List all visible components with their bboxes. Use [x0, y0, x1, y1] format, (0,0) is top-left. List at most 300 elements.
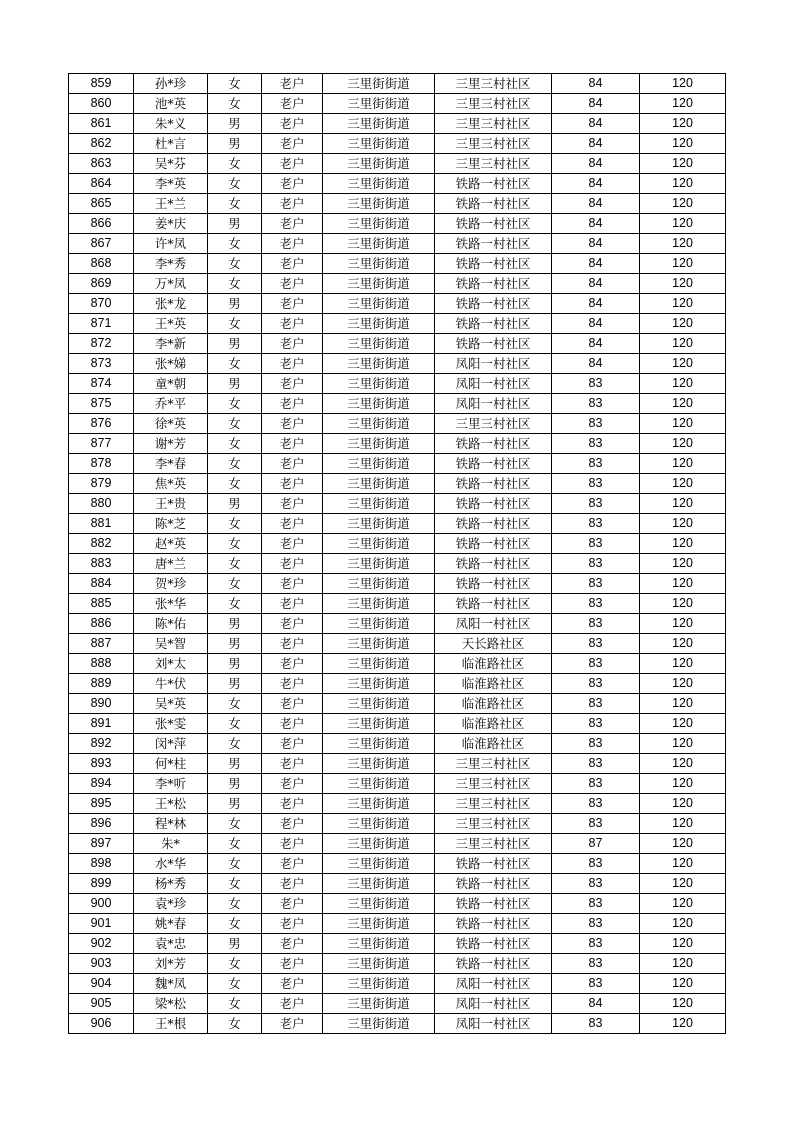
cell-name: 许*凤 — [134, 234, 208, 254]
cell-household-type: 老户 — [262, 154, 323, 174]
cell-amount: 120 — [640, 914, 726, 934]
cell-row-number: 906 — [69, 1014, 134, 1034]
table-row — [69, 674, 726, 694]
table-row — [69, 454, 726, 474]
cell-gender: 女 — [208, 714, 262, 734]
cell-row-number: 882 — [69, 534, 134, 554]
cell-subdistrict: 三里街街道 — [323, 634, 435, 654]
cell-community: 三里三村社区 — [435, 134, 552, 154]
cell-gender: 女 — [208, 274, 262, 294]
cell-score: 87 — [552, 834, 640, 854]
cell-community: 铁路一村社区 — [435, 534, 552, 554]
cell-score: 83 — [552, 754, 640, 774]
cell-community: 铁路一村社区 — [435, 954, 552, 974]
cell-gender: 女 — [208, 454, 262, 474]
cell-amount: 120 — [640, 654, 726, 674]
table-row — [69, 854, 726, 874]
cell-row-number: 901 — [69, 914, 134, 934]
table-row — [69, 634, 726, 654]
cell-household-type: 老户 — [262, 834, 323, 854]
table-row — [69, 974, 726, 994]
cell-gender: 女 — [208, 74, 262, 94]
cell-household-type: 老户 — [262, 294, 323, 314]
cell-community: 三里三村社区 — [435, 414, 552, 434]
cell-score: 83 — [552, 634, 640, 654]
table-row — [69, 874, 726, 894]
cell-subdistrict: 三里街街道 — [323, 794, 435, 814]
cell-household-type: 老户 — [262, 274, 323, 294]
cell-household-type: 老户 — [262, 174, 323, 194]
cell-community: 三里三村社区 — [435, 774, 552, 794]
cell-community: 凤阳一村社区 — [435, 614, 552, 634]
table-row — [69, 754, 726, 774]
cell-row-number: 895 — [69, 794, 134, 814]
cell-score: 83 — [552, 694, 640, 714]
cell-gender: 男 — [208, 374, 262, 394]
cell-subdistrict: 三里街街道 — [323, 94, 435, 114]
cell-row-number: 873 — [69, 354, 134, 374]
cell-household-type: 老户 — [262, 894, 323, 914]
cell-gender: 女 — [208, 394, 262, 414]
cell-score: 83 — [552, 774, 640, 794]
cell-household-type: 老户 — [262, 254, 323, 274]
cell-gender: 男 — [208, 294, 262, 314]
cell-household-type: 老户 — [262, 814, 323, 834]
cell-row-number: 897 — [69, 834, 134, 854]
cell-amount: 120 — [640, 174, 726, 194]
cell-community: 三里三村社区 — [435, 754, 552, 774]
cell-household-type: 老户 — [262, 1014, 323, 1034]
cell-community: 临淮路社区 — [435, 694, 552, 714]
cell-gender: 女 — [208, 474, 262, 494]
cell-subdistrict: 三里街街道 — [323, 894, 435, 914]
cell-community: 铁路一村社区 — [435, 314, 552, 334]
cell-amount: 120 — [640, 394, 726, 414]
cell-gender: 女 — [208, 534, 262, 554]
cell-name: 程*林 — [134, 814, 208, 834]
cell-row-number: 878 — [69, 454, 134, 474]
cell-subdistrict: 三里街街道 — [323, 574, 435, 594]
cell-row-number: 875 — [69, 394, 134, 414]
cell-row-number: 898 — [69, 854, 134, 874]
table-row — [69, 574, 726, 594]
cell-community: 临淮路社区 — [435, 734, 552, 754]
table-row — [69, 594, 726, 614]
cell-household-type: 老户 — [262, 534, 323, 554]
cell-community: 铁路一村社区 — [435, 254, 552, 274]
cell-household-type: 老户 — [262, 654, 323, 674]
table-row — [69, 474, 726, 494]
cell-name: 张*龙 — [134, 294, 208, 314]
cell-name: 谢*芳 — [134, 434, 208, 454]
cell-community: 三里三村社区 — [435, 74, 552, 94]
cell-row-number: 890 — [69, 694, 134, 714]
cell-name: 陈*芝 — [134, 514, 208, 534]
cell-amount: 120 — [640, 974, 726, 994]
cell-gender: 男 — [208, 334, 262, 354]
cell-community: 临淮路社区 — [435, 674, 552, 694]
cell-subdistrict: 三里街街道 — [323, 714, 435, 734]
cell-household-type: 老户 — [262, 674, 323, 694]
cell-community: 天长路社区 — [435, 634, 552, 654]
cell-row-number: 892 — [69, 734, 134, 754]
cell-score: 83 — [552, 894, 640, 914]
cell-row-number: 861 — [69, 114, 134, 134]
cell-score: 83 — [552, 854, 640, 874]
cell-score: 83 — [552, 654, 640, 674]
cell-subdistrict: 三里街街道 — [323, 954, 435, 974]
cell-row-number: 888 — [69, 654, 134, 674]
table-row — [69, 334, 726, 354]
cell-row-number: 862 — [69, 134, 134, 154]
cell-score: 84 — [552, 274, 640, 294]
cell-score: 84 — [552, 234, 640, 254]
cell-subdistrict: 三里街街道 — [323, 194, 435, 214]
cell-score: 83 — [552, 934, 640, 954]
cell-score: 84 — [552, 294, 640, 314]
cell-name: 朱* — [134, 834, 208, 854]
cell-household-type: 老户 — [262, 354, 323, 374]
cell-name: 赵*英 — [134, 534, 208, 554]
cell-subdistrict: 三里街街道 — [323, 314, 435, 334]
cell-subdistrict: 三里街街道 — [323, 934, 435, 954]
cell-gender: 女 — [208, 354, 262, 374]
cell-amount: 120 — [640, 874, 726, 894]
cell-community: 铁路一村社区 — [435, 214, 552, 234]
cell-score: 83 — [552, 814, 640, 834]
cell-amount: 120 — [640, 834, 726, 854]
cell-gender: 女 — [208, 434, 262, 454]
cell-score: 83 — [552, 594, 640, 614]
cell-amount: 120 — [640, 314, 726, 334]
table-row — [69, 314, 726, 334]
cell-community: 铁路一村社区 — [435, 494, 552, 514]
cell-community: 铁路一村社区 — [435, 854, 552, 874]
cell-name: 池*英 — [134, 94, 208, 114]
cell-score: 84 — [552, 994, 640, 1014]
table-row — [69, 434, 726, 454]
cell-name: 何*柱 — [134, 754, 208, 774]
cell-score: 84 — [552, 334, 640, 354]
cell-community: 铁路一村社区 — [435, 894, 552, 914]
cell-amount: 120 — [640, 854, 726, 874]
cell-household-type: 老户 — [262, 194, 323, 214]
cell-amount: 120 — [640, 254, 726, 274]
cell-row-number: 904 — [69, 974, 134, 994]
cell-subdistrict: 三里街街道 — [323, 154, 435, 174]
cell-amount: 120 — [640, 194, 726, 214]
cell-score: 83 — [552, 714, 640, 734]
cell-gender: 女 — [208, 234, 262, 254]
cell-amount: 120 — [640, 754, 726, 774]
cell-community: 凤阳一村社区 — [435, 374, 552, 394]
cell-row-number: 876 — [69, 414, 134, 434]
cell-subdistrict: 三里街街道 — [323, 394, 435, 414]
cell-gender: 女 — [208, 914, 262, 934]
cell-household-type: 老户 — [262, 934, 323, 954]
cell-amount: 120 — [640, 794, 726, 814]
cell-amount: 120 — [640, 534, 726, 554]
cell-household-type: 老户 — [262, 314, 323, 334]
cell-community: 铁路一村社区 — [435, 554, 552, 574]
cell-name: 徐*英 — [134, 414, 208, 434]
cell-household-type: 老户 — [262, 434, 323, 454]
cell-row-number: 866 — [69, 214, 134, 234]
cell-household-type: 老户 — [262, 634, 323, 654]
cell-name: 乔*平 — [134, 394, 208, 414]
cell-row-number: 877 — [69, 434, 134, 454]
cell-name: 李*秀 — [134, 254, 208, 274]
cell-gender: 男 — [208, 934, 262, 954]
cell-name: 梁*松 — [134, 994, 208, 1014]
cell-gender: 女 — [208, 574, 262, 594]
cell-community: 凤阳一村社区 — [435, 1014, 552, 1034]
cell-household-type: 老户 — [262, 774, 323, 794]
cell-subdistrict: 三里街街道 — [323, 834, 435, 854]
cell-name: 水*华 — [134, 854, 208, 874]
cell-subdistrict: 三里街街道 — [323, 494, 435, 514]
cell-name: 张*娣 — [134, 354, 208, 374]
cell-gender: 男 — [208, 114, 262, 134]
table-row — [69, 134, 726, 154]
cell-amount: 120 — [640, 334, 726, 354]
cell-name: 李*听 — [134, 774, 208, 794]
table-row — [69, 154, 726, 174]
cell-household-type: 老户 — [262, 854, 323, 874]
cell-gender: 女 — [208, 254, 262, 274]
cell-subdistrict: 三里街街道 — [323, 334, 435, 354]
cell-gender: 男 — [208, 494, 262, 514]
cell-name: 李*春 — [134, 454, 208, 474]
cell-name: 牛*伏 — [134, 674, 208, 694]
cell-score: 84 — [552, 194, 640, 214]
cell-household-type: 老户 — [262, 334, 323, 354]
cell-amount: 120 — [640, 694, 726, 714]
cell-gender: 女 — [208, 414, 262, 434]
cell-gender: 女 — [208, 814, 262, 834]
cell-name: 朱*义 — [134, 114, 208, 134]
cell-community: 临淮路社区 — [435, 654, 552, 674]
cell-amount: 120 — [640, 734, 726, 754]
cell-name: 唐*兰 — [134, 554, 208, 574]
cell-gender: 女 — [208, 554, 262, 574]
cell-name: 吴*英 — [134, 694, 208, 714]
cell-gender: 女 — [208, 994, 262, 1014]
cell-score: 83 — [552, 614, 640, 634]
cell-subdistrict: 三里街街道 — [323, 114, 435, 134]
cell-row-number: 880 — [69, 494, 134, 514]
cell-score: 83 — [552, 514, 640, 534]
cell-name: 袁*珍 — [134, 894, 208, 914]
cell-row-number: 879 — [69, 474, 134, 494]
cell-household-type: 老户 — [262, 114, 323, 134]
cell-gender: 男 — [208, 674, 262, 694]
cell-amount: 120 — [640, 994, 726, 1014]
table-row — [69, 1014, 726, 1034]
cell-subdistrict: 三里街街道 — [323, 914, 435, 934]
cell-community: 铁路一村社区 — [435, 934, 552, 954]
cell-household-type: 老户 — [262, 214, 323, 234]
cell-amount: 120 — [640, 294, 726, 314]
cell-subdistrict: 三里街街道 — [323, 474, 435, 494]
cell-subdistrict: 三里街街道 — [323, 374, 435, 394]
cell-community: 铁路一村社区 — [435, 914, 552, 934]
cell-score: 84 — [552, 74, 640, 94]
cell-household-type: 老户 — [262, 514, 323, 534]
cell-community: 三里三村社区 — [435, 834, 552, 854]
cell-amount: 120 — [640, 934, 726, 954]
cell-name: 闵*萍 — [134, 734, 208, 754]
cell-household-type: 老户 — [262, 474, 323, 494]
cell-gender: 女 — [208, 514, 262, 534]
cell-name: 陈*佑 — [134, 614, 208, 634]
cell-subdistrict: 三里街街道 — [323, 614, 435, 634]
cell-amount: 120 — [640, 494, 726, 514]
cell-row-number: 863 — [69, 154, 134, 174]
cell-row-number: 864 — [69, 174, 134, 194]
cell-subdistrict: 三里街街道 — [323, 74, 435, 94]
cell-row-number: 896 — [69, 814, 134, 834]
table-row — [69, 994, 726, 1014]
cell-household-type: 老户 — [262, 554, 323, 574]
cell-community: 三里三村社区 — [435, 794, 552, 814]
cell-subdistrict: 三里街街道 — [323, 734, 435, 754]
cell-gender: 女 — [208, 734, 262, 754]
cell-household-type: 老户 — [262, 454, 323, 474]
cell-name: 魏*凤 — [134, 974, 208, 994]
cell-row-number: 883 — [69, 554, 134, 574]
cell-name: 张*雯 — [134, 714, 208, 734]
cell-amount: 120 — [640, 814, 726, 834]
cell-household-type: 老户 — [262, 234, 323, 254]
cell-score: 83 — [552, 534, 640, 554]
cell-community: 铁路一村社区 — [435, 574, 552, 594]
cell-score: 84 — [552, 174, 640, 194]
cell-score: 83 — [552, 494, 640, 514]
cell-name: 王*松 — [134, 794, 208, 814]
cell-subdistrict: 三里街街道 — [323, 994, 435, 1014]
cell-row-number: 902 — [69, 934, 134, 954]
table-row — [69, 614, 726, 634]
cell-subdistrict: 三里街街道 — [323, 694, 435, 714]
cell-community: 铁路一村社区 — [435, 514, 552, 534]
cell-gender: 女 — [208, 94, 262, 114]
cell-subdistrict: 三里街街道 — [323, 234, 435, 254]
cell-score: 83 — [552, 954, 640, 974]
cell-amount: 120 — [640, 94, 726, 114]
cell-row-number: 900 — [69, 894, 134, 914]
cell-household-type: 老户 — [262, 994, 323, 1014]
cell-amount: 120 — [640, 134, 726, 154]
cell-household-type: 老户 — [262, 694, 323, 714]
cell-amount: 120 — [640, 434, 726, 454]
cell-row-number: 870 — [69, 294, 134, 314]
cell-subdistrict: 三里街街道 — [323, 774, 435, 794]
cell-community: 铁路一村社区 — [435, 594, 552, 614]
cell-name: 万*凤 — [134, 274, 208, 294]
table-row — [69, 274, 726, 294]
cell-subdistrict: 三里街街道 — [323, 874, 435, 894]
cell-amount: 120 — [640, 354, 726, 374]
cell-gender: 女 — [208, 954, 262, 974]
cell-community: 临淮路社区 — [435, 714, 552, 734]
cell-gender: 女 — [208, 154, 262, 174]
cell-row-number: 889 — [69, 674, 134, 694]
cell-household-type: 老户 — [262, 874, 323, 894]
table-row — [69, 694, 726, 714]
cell-community: 凤阳一村社区 — [435, 974, 552, 994]
cell-community: 三里三村社区 — [435, 154, 552, 174]
cell-gender: 女 — [208, 874, 262, 894]
table-row — [69, 894, 726, 914]
cell-amount: 120 — [640, 954, 726, 974]
cell-amount: 120 — [640, 634, 726, 654]
table-row — [69, 514, 726, 534]
cell-name: 张*华 — [134, 594, 208, 614]
table-row — [69, 934, 726, 954]
cell-score: 84 — [552, 314, 640, 334]
cell-subdistrict: 三里街街道 — [323, 654, 435, 674]
cell-name: 王*根 — [134, 1014, 208, 1034]
cell-subdistrict: 三里街街道 — [323, 454, 435, 474]
cell-row-number: 894 — [69, 774, 134, 794]
cell-household-type: 老户 — [262, 374, 323, 394]
cell-community: 铁路一村社区 — [435, 334, 552, 354]
cell-name: 袁*忠 — [134, 934, 208, 954]
cell-gender: 女 — [208, 834, 262, 854]
cell-score: 83 — [552, 914, 640, 934]
cell-household-type: 老户 — [262, 614, 323, 634]
cell-name: 王*英 — [134, 314, 208, 334]
cell-community: 铁路一村社区 — [435, 194, 552, 214]
table-row — [69, 194, 726, 214]
cell-name: 贺*珍 — [134, 574, 208, 594]
cell-amount: 120 — [640, 414, 726, 434]
cell-household-type: 老户 — [262, 794, 323, 814]
cell-row-number: 859 — [69, 74, 134, 94]
cell-score: 83 — [552, 674, 640, 694]
table-row — [69, 534, 726, 554]
table-row — [69, 554, 726, 574]
table-row — [69, 114, 726, 134]
table-row — [69, 774, 726, 794]
cell-name: 焦*英 — [134, 474, 208, 494]
cell-gender: 女 — [208, 694, 262, 714]
cell-name: 姚*春 — [134, 914, 208, 934]
cell-subdistrict: 三里街街道 — [323, 254, 435, 274]
cell-subdistrict: 三里街街道 — [323, 854, 435, 874]
cell-name: 王*贵 — [134, 494, 208, 514]
cell-amount: 120 — [640, 714, 726, 734]
cell-row-number: 886 — [69, 614, 134, 634]
cell-row-number: 891 — [69, 714, 134, 734]
cell-amount: 120 — [640, 454, 726, 474]
table-row — [69, 94, 726, 114]
cell-score: 83 — [552, 454, 640, 474]
cell-gender: 男 — [208, 774, 262, 794]
cell-score: 84 — [552, 214, 640, 234]
cell-community: 铁路一村社区 — [435, 434, 552, 454]
cell-household-type: 老户 — [262, 394, 323, 414]
table-row — [69, 294, 726, 314]
cell-score: 83 — [552, 574, 640, 594]
cell-amount: 120 — [640, 214, 726, 234]
cell-amount: 120 — [640, 674, 726, 694]
table-row — [69, 794, 726, 814]
cell-subdistrict: 三里街街道 — [323, 414, 435, 434]
cell-score: 84 — [552, 94, 640, 114]
cell-community: 铁路一村社区 — [435, 234, 552, 254]
